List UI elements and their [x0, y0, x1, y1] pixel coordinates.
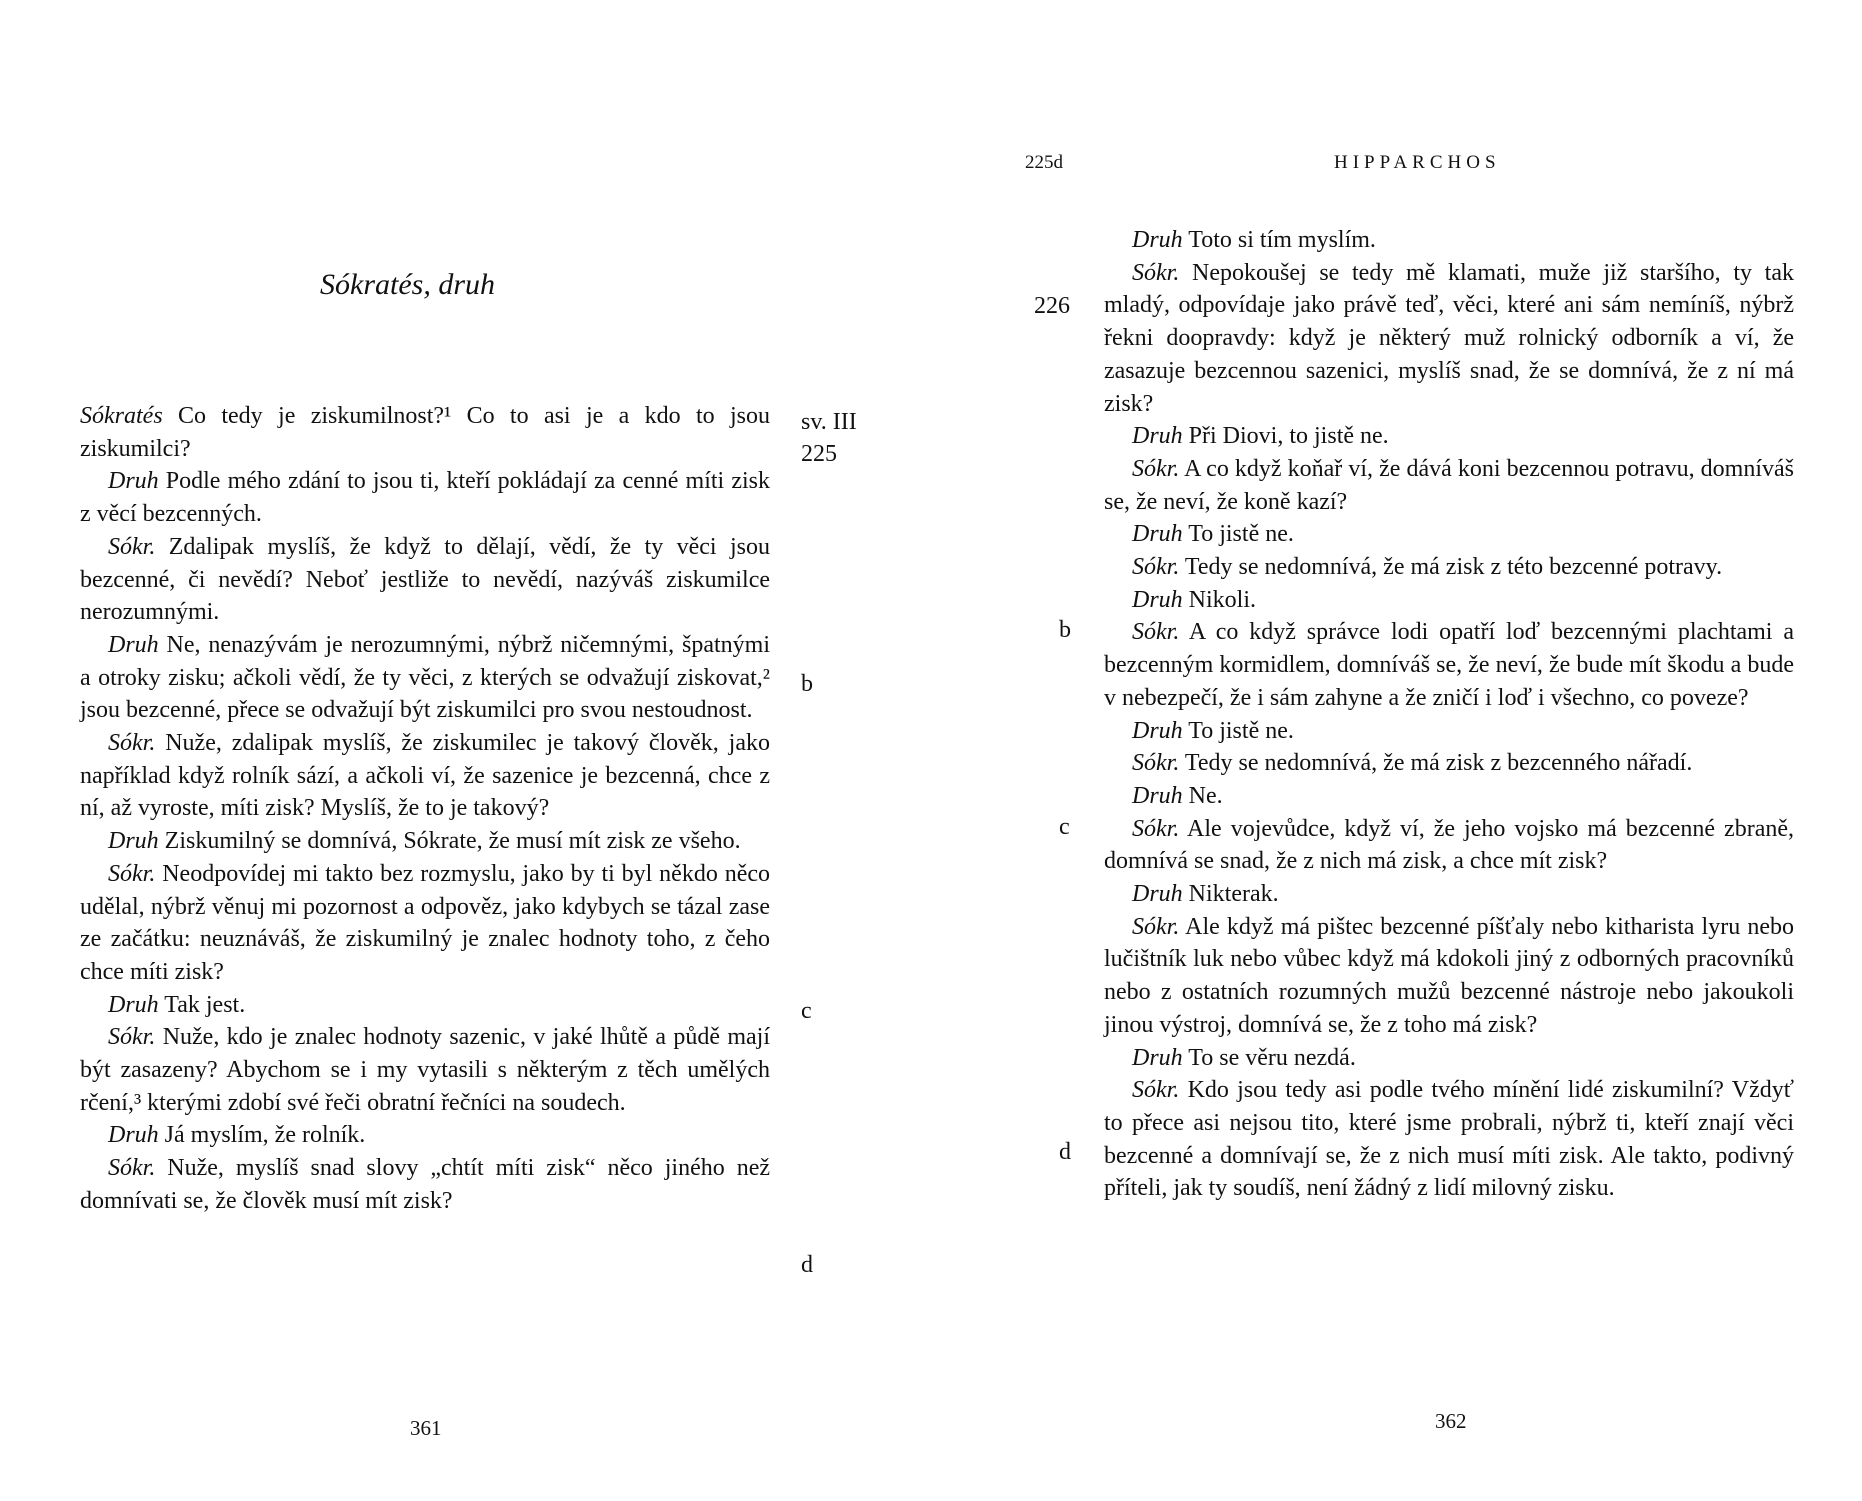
speech: Nuže, kdo je znalec hodnoty sazenic, v jaké lhůtě a půdě mají být zasazeny? Abychom se i my vytasili s některým z těch umělých rčení,³ kterými zdobí své řeči obratní řečníci na soudech. — [80, 1024, 770, 1116]
speaker: Druh — [108, 991, 159, 1018]
speech: Ne, nenazývám je nerozumnými, nýbrž ničemnými, špatnými a otroky zisku; ačkoli vědí, že ty věci, z kterých se odvažují ziskovat,² jsou bezcenné, přece se odvažují být ziskumilci pro svou nestoudnost. — [80, 631, 770, 724]
paragraph — [80, 1119, 770, 1152]
speech: A co když koňař ví, že dává koni bezcennou potravu, domníváš se, že neví, že koně kazí? — [1104, 455, 1794, 515]
paragraph — [1104, 584, 1794, 617]
margin-section-d: d — [1059, 1139, 1071, 1165]
paragraph — [80, 989, 770, 1022]
speech: Ale když má pištec bezcenné píšťaly nebo kitharista lyru nebo lučištník luk nebo vůbec když má kdokoli jiný z odborných pracovníků nebo z ostatních rozumných mužů bezcenné nástroje nebo jakoukoli jinou výstroj, domnívá se, že z toho má zisk? — [1104, 913, 1794, 1038]
speaker: Druh — [1132, 1044, 1183, 1071]
speaker: Druh — [108, 468, 159, 495]
paragraph — [1104, 257, 1794, 421]
speaker: Sókr. — [108, 1155, 156, 1182]
speaker: Druh — [1132, 227, 1183, 253]
speaker: Sókr. — [1132, 750, 1180, 777]
paragraph — [80, 629, 770, 727]
paragraph — [1104, 518, 1794, 551]
speaker: Sókr. — [108, 860, 156, 887]
speech: Tedy se nedomnívá, že má zisk z této bezcenné potravy. — [1179, 554, 1723, 581]
paragraph — [1104, 224, 1794, 257]
right-page-text — [1104, 224, 1794, 1205]
paragraph — [1104, 453, 1794, 518]
speech: To se věru nezdá. — [1182, 1044, 1356, 1071]
speaker: Sókr. — [1132, 1077, 1180, 1104]
speaker: Druh — [1132, 521, 1183, 548]
page-number-left: 361 — [410, 1416, 442, 1440]
speech: Tedy se nedomnívá, že má zisk z bezcenného nářadí. — [1179, 750, 1693, 777]
speech: Neodpovídej mi takto bez rozmyslu, jako by ti byl někdo něco udělal, nýbrž věnuj mi pozornost a odpověz, jako kdybych se tázal zase ze začátku: neuznáváš, že ziskumilný je znalec hodnoty toho, z čeho chce míti zisk? — [80, 860, 770, 985]
paragraph — [1104, 1074, 1794, 1205]
speech: Nepokoušej se tedy mě klamati, muže již staršího, ty tak mladý, odpovídaje jako právě teď, věci, které ani sám nemíníš, nýbrž řekni doopravdy: když je některý muž rolnický odborník a ví, že zasazuje bezcennou sazenici, myslíš snad, že se domnívá, že z ní má zisk? — [1104, 259, 1794, 417]
paragraph — [1104, 911, 1794, 1042]
margin-section-b: b — [1059, 617, 1071, 643]
speech: Nikterak. — [1182, 881, 1279, 908]
speaker: Druh — [108, 828, 159, 855]
margin-section-c: c — [1059, 814, 1070, 840]
paragraph — [80, 465, 770, 530]
margin-section-d: d — [801, 1252, 813, 1278]
running-head-title: HIPPARCHOS — [1334, 152, 1501, 173]
speaker: Sókr. — [1132, 913, 1180, 940]
margin-stephanus-225: 225 — [801, 441, 837, 467]
margin-section-c: c — [801, 998, 812, 1024]
speech: Kdo jsou tedy asi podle tvého mínění lidé ziskumilní? Vždyť to přece asi nejsou tito, které jsme probrali, nýbrž ti, kteří znají věci bezcenné a domnívají se, že z nich musí míti zisk. Ale takto, podivný příteli, jak ty soudíš, není žádný z lidí milovný zisku. — [1104, 1077, 1794, 1202]
speaker: Druh — [108, 1122, 159, 1149]
paragraph — [1104, 813, 1794, 878]
speaker: Druh — [1132, 881, 1183, 908]
speaker: Druh — [1132, 782, 1183, 809]
speaker: Sókr. — [1132, 455, 1180, 482]
speaker: Sókr. — [108, 533, 156, 560]
paragraph — [1104, 715, 1794, 748]
paragraph — [1104, 551, 1794, 584]
paragraph — [80, 858, 770, 989]
left-page — [0, 0, 930, 1501]
paragraph — [1104, 747, 1794, 780]
margin-section-b: b — [801, 671, 813, 697]
right-page — [931, 0, 1862, 1501]
speaker: Druh — [1132, 423, 1183, 450]
speech: Ziskumilný se domnívá, Sókrate, že musí mít zisk ze všeho. — [158, 828, 741, 855]
speaker: Sókr. — [1132, 554, 1180, 581]
speech: Toto si tím myslím. — [1182, 227, 1376, 253]
speaker: Sókr. — [1132, 619, 1180, 646]
left-page-text — [80, 400, 770, 1218]
speech: Při Diovi, to jistě ne. — [1182, 423, 1389, 450]
speech: Ne. — [1182, 782, 1223, 809]
paragraph — [80, 400, 770, 465]
paragraph — [1104, 1042, 1794, 1075]
paragraph — [80, 825, 770, 858]
page-number-right: 362 — [1435, 1409, 1467, 1433]
dialogue-heading: Sókratés, druh — [320, 268, 495, 301]
paragraph — [1104, 420, 1794, 453]
paragraph — [80, 1152, 770, 1217]
speech: Co tedy je ziskumilnost?¹ Co to asi je a kdo to jsou ziskumilci? — [80, 403, 770, 462]
speech: Podle mého zdání to jsou ti, kteří pokládají za cenné míti zisk z věcí bezcenných. — [80, 468, 770, 528]
speaker: Druh — [1132, 717, 1183, 744]
speech: To jistě ne. — [1182, 521, 1294, 548]
speech: Nuže, zdalipak myslíš, že ziskumilec je takový člověk, jako například když rolník sází, a ačkoli ví, že sazenice je bezcenná, chce z ní, až vyroste, míti zisk? Myslíš, že to je takový? — [80, 730, 770, 822]
speech: Ale vojevůdce, když ví, že jeho vojsko má bezcenné zbraně, domnívá se snad, že z nich má zisk, a chce mít zisk? — [1104, 815, 1794, 875]
speech: Já myslím, že rolník. — [158, 1122, 366, 1149]
speaker: Sókr. — [1132, 259, 1180, 286]
paragraph — [1104, 780, 1794, 813]
margin-volume-ref: sv. III — [801, 409, 857, 435]
speech: To jistě ne. — [1182, 717, 1294, 744]
speaker: Sókr. — [108, 730, 156, 757]
speaker: Sókr. — [1132, 815, 1180, 842]
speaker: Sókr. — [108, 1024, 156, 1051]
paragraph — [80, 1021, 770, 1119]
speaker: Druh — [108, 631, 159, 658]
running-head-number: 225d — [1025, 152, 1063, 173]
speaker: Sókratés — [80, 403, 163, 429]
speaker: Druh — [1132, 586, 1183, 613]
paragraph — [1104, 616, 1794, 714]
speech: Zdalipak myslíš, že když to dělají, vědí, že ty věci jsou bezcenné, či nevědí? Neboť jestliže to nevědí, nazýváš ziskumilce nerozumnými. — [80, 533, 770, 626]
paragraph — [1104, 878, 1794, 911]
speech: A co když správce lodi opatří loď bezcennými plachtami a bezcenným kormidlem, domníváš se, že neví, že bude mít škodu a bude v nebezpečí, že i sám zahyne a že zničí i loď i všechno, co poveze? — [1104, 619, 1794, 711]
speech: Tak jest. — [158, 991, 246, 1018]
paragraph — [80, 531, 770, 629]
speech: Nikoli. — [1182, 586, 1257, 613]
paragraph — [80, 727, 770, 825]
margin-stephanus-226: 226 — [1034, 293, 1070, 319]
speech: Nuže, myslíš snad slovy „chtít míti zisk“ něco jiného než domnívati se, že člověk musí mít zisk? — [80, 1155, 770, 1214]
